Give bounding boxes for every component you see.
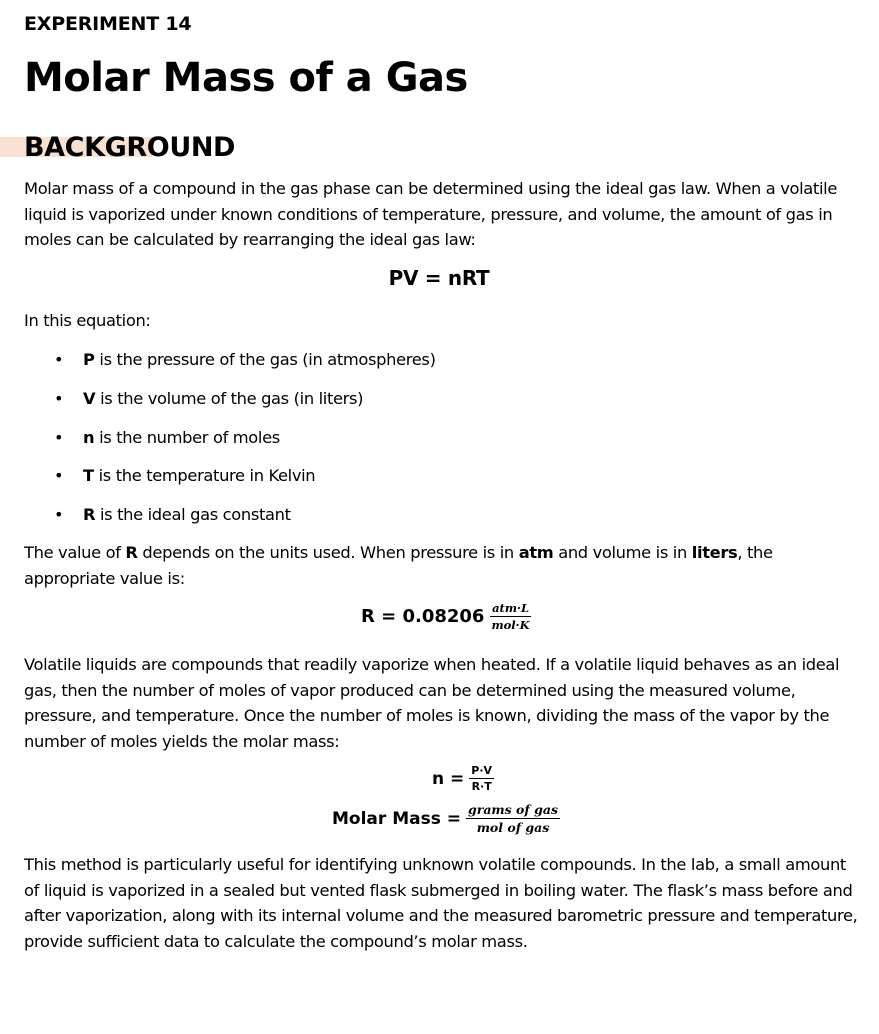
text-run: , the appropriate value is: bbox=[24, 543, 773, 588]
list-item-volume bbox=[24, 387, 436, 426]
variable-description: is the temperature in Kelvin bbox=[93, 466, 316, 486]
variable-description: is the number of moles bbox=[94, 427, 280, 447]
bullet-icon: • bbox=[54, 427, 64, 447]
variable-symbol: V bbox=[83, 388, 96, 408]
text-run: The value of bbox=[24, 543, 126, 562]
variable-description: is the pressure of the gas (in atmospheres) bbox=[94, 350, 436, 369]
equation-lhs: Molar Mass = bbox=[332, 808, 461, 829]
text-run: and volume is in bbox=[553, 543, 692, 562]
ideal-gas-law-equation: PV = nRT bbox=[388, 266, 490, 290]
variable-description: is the ideal gas constant bbox=[95, 505, 291, 525]
experiment-label: EXPERIMENT 14 bbox=[24, 13, 192, 35]
fraction-denominator: mol·K bbox=[491, 618, 530, 632]
equation-lhs: R = 0.08206 bbox=[361, 606, 485, 627]
page-title: Molar Mass of a Gas bbox=[24, 55, 468, 101]
bold-r: R bbox=[125, 543, 138, 562]
fraction-numerator: atm·L bbox=[492, 601, 530, 615]
bullet-icon: • bbox=[54, 466, 64, 486]
intro-paragraph: Molar mass of a compound in the gas phase can be determined using the ideal gas law. When a volatile liquid is vaporized under known conditions of temperature, pressure, and volume, the amount of gas in moles can be calculated by rearranging the ideal gas law: bbox=[24, 179, 837, 249]
r-value-paragraph bbox=[24, 540, 864, 591]
fraction-numerator: grams of gas bbox=[468, 802, 558, 817]
variable-symbol: T bbox=[83, 466, 94, 486]
fraction-denominator: mol of gas bbox=[476, 820, 550, 835]
molar-mass-fraction bbox=[466, 802, 560, 835]
bullet-icon: • bbox=[54, 350, 64, 369]
units-fraction bbox=[489, 601, 531, 632]
text-run: depends on the units used. When pressure is in bbox=[137, 543, 519, 562]
list-item-gas-constant bbox=[24, 503, 436, 542]
bullet-icon: • bbox=[54, 388, 64, 408]
molar-mass-equation bbox=[332, 802, 560, 835]
moles-equation bbox=[432, 764, 494, 793]
variable-symbol: P bbox=[83, 350, 95, 369]
section-heading-background: BACKGROUND bbox=[24, 132, 236, 163]
variable-symbol: n bbox=[83, 427, 95, 447]
list-item-temperature bbox=[24, 464, 436, 503]
bold-liters: liters bbox=[691, 543, 738, 562]
bullet-icon: • bbox=[54, 505, 64, 525]
volatile-liquids-paragraph: Volatile liquids are compounds that readily vaporize when heated. If a volatile liquid behaves as an ideal gas, then the number of moles of vapor produced can be determined using the measured volume, pressure, and temperature. Once the number of moles is known, dividing the mass of the vapor by the number of moles yields the molar mass: bbox=[24, 655, 840, 751]
equation-lhs: n = bbox=[432, 768, 465, 789]
fraction-denominator: R·T bbox=[471, 780, 492, 793]
variable-description: is the volume of the gas (in liters) bbox=[95, 388, 364, 408]
variables-list bbox=[24, 348, 436, 542]
gas-constant-equation bbox=[361, 601, 532, 632]
moles-fraction bbox=[469, 764, 494, 793]
method-paragraph: This method is particularly useful for identifying unknown volatile compounds. In the lab, a small amount of liquid is vaporized in a sealed but vented flask submerged in boiling water. The flask’s mass before and after vaporization, along with its internal volume and the measured barometric pressure and temperature, provide sufficient data to calculate the compound’s molar mass. bbox=[24, 855, 858, 951]
list-item-pressure bbox=[24, 348, 436, 387]
fraction-numerator: P·V bbox=[471, 764, 493, 777]
variables-intro: In this equation: bbox=[24, 311, 151, 330]
variable-symbol: R bbox=[83, 505, 96, 525]
list-item-moles bbox=[24, 426, 436, 465]
bold-atm: atm bbox=[518, 543, 554, 562]
